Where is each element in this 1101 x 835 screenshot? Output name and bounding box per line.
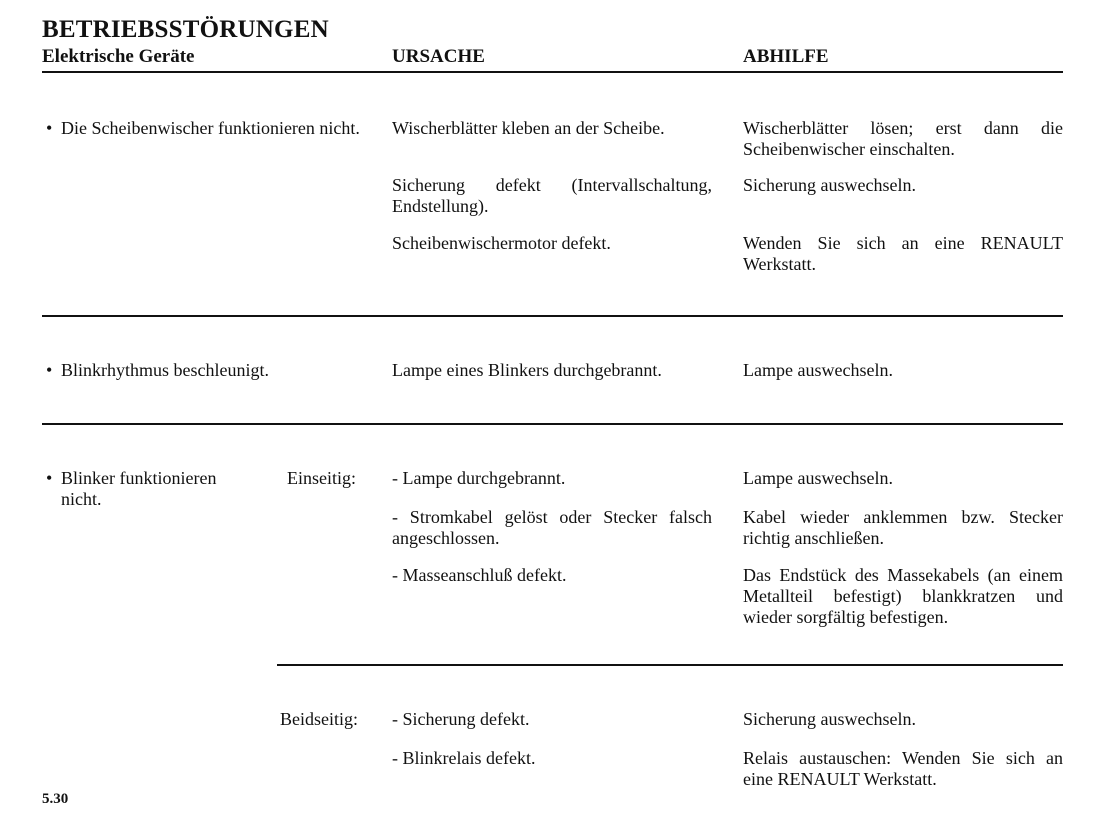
problem-blink-rate: • Blinkrhythmus beschleunigt. bbox=[61, 360, 361, 381]
category-heading: Elektrische Geräte bbox=[42, 46, 195, 67]
cause-text: - Lampe durchgebrannt. bbox=[392, 468, 566, 488]
remedy-text: Wischerblätter lösen; erst dann die Scheibenwischer einschalten. bbox=[743, 118, 1063, 159]
remedy-text: Wenden Sie sich an eine RENAULT Werkstatt. bbox=[743, 233, 1063, 274]
cause-text: - Masseanschluß defekt. bbox=[392, 565, 567, 585]
remedy-text: Kabel wieder anklemmen bzw. Stecker richtig anschließen. bbox=[743, 507, 1063, 548]
cause-text: - Stromkabel gelöst oder Stecker falsch angeschlossen. bbox=[392, 507, 712, 548]
remedy-text: Lampe auswechseln. bbox=[743, 468, 893, 488]
problem-wipers: • Die Scheibenwischer funktionieren nicht. bbox=[61, 118, 361, 139]
problem-indicators: • Blinker funktionieren nicht. bbox=[61, 468, 231, 510]
cause-text: Wischerblätter kleben an der Scheibe. bbox=[392, 118, 665, 138]
group-divider bbox=[277, 664, 1063, 666]
remedy-text: Das Endstück des Massekabels (an einem Metallteil befestigt) blankkratzen und wieder sorgfältig befestigen. bbox=[743, 565, 1063, 627]
section-divider bbox=[42, 315, 1063, 317]
cause-text: - Sicherung defekt. bbox=[392, 709, 530, 729]
remedy-text: Sicherung auswechseln. bbox=[743, 175, 916, 195]
cause-text: - Blinkrelais defekt. bbox=[392, 748, 536, 768]
cause-column-heading: URSACHE bbox=[392, 46, 485, 67]
page-number: 5.30 bbox=[42, 791, 69, 807]
remedy-column-heading: ABHILFE bbox=[743, 46, 829, 67]
header-rule bbox=[42, 71, 1063, 73]
cause-text: Scheibenwischermotor defekt. bbox=[392, 233, 611, 253]
page-title: BETRIEBSSTÖRUNGEN bbox=[42, 16, 329, 43]
group-label-both-sides: Beidseitig: bbox=[280, 709, 358, 729]
remedy-text: Sicherung auswechseln. bbox=[743, 709, 916, 729]
section-divider bbox=[42, 423, 1063, 425]
cause-text: Lampe eines Blinkers durchgebrannt. bbox=[392, 360, 662, 380]
group-label-one-side: Einseitig: bbox=[287, 468, 356, 488]
cause-text: Sicherung defekt (Intervallschaltung, Endstellung). bbox=[392, 175, 712, 216]
remedy-text: Lampe auswechseln. bbox=[743, 360, 893, 380]
remedy-text: Relais austauschen: Wenden Sie sich an eine RENAULT Werkstatt. bbox=[743, 748, 1063, 789]
